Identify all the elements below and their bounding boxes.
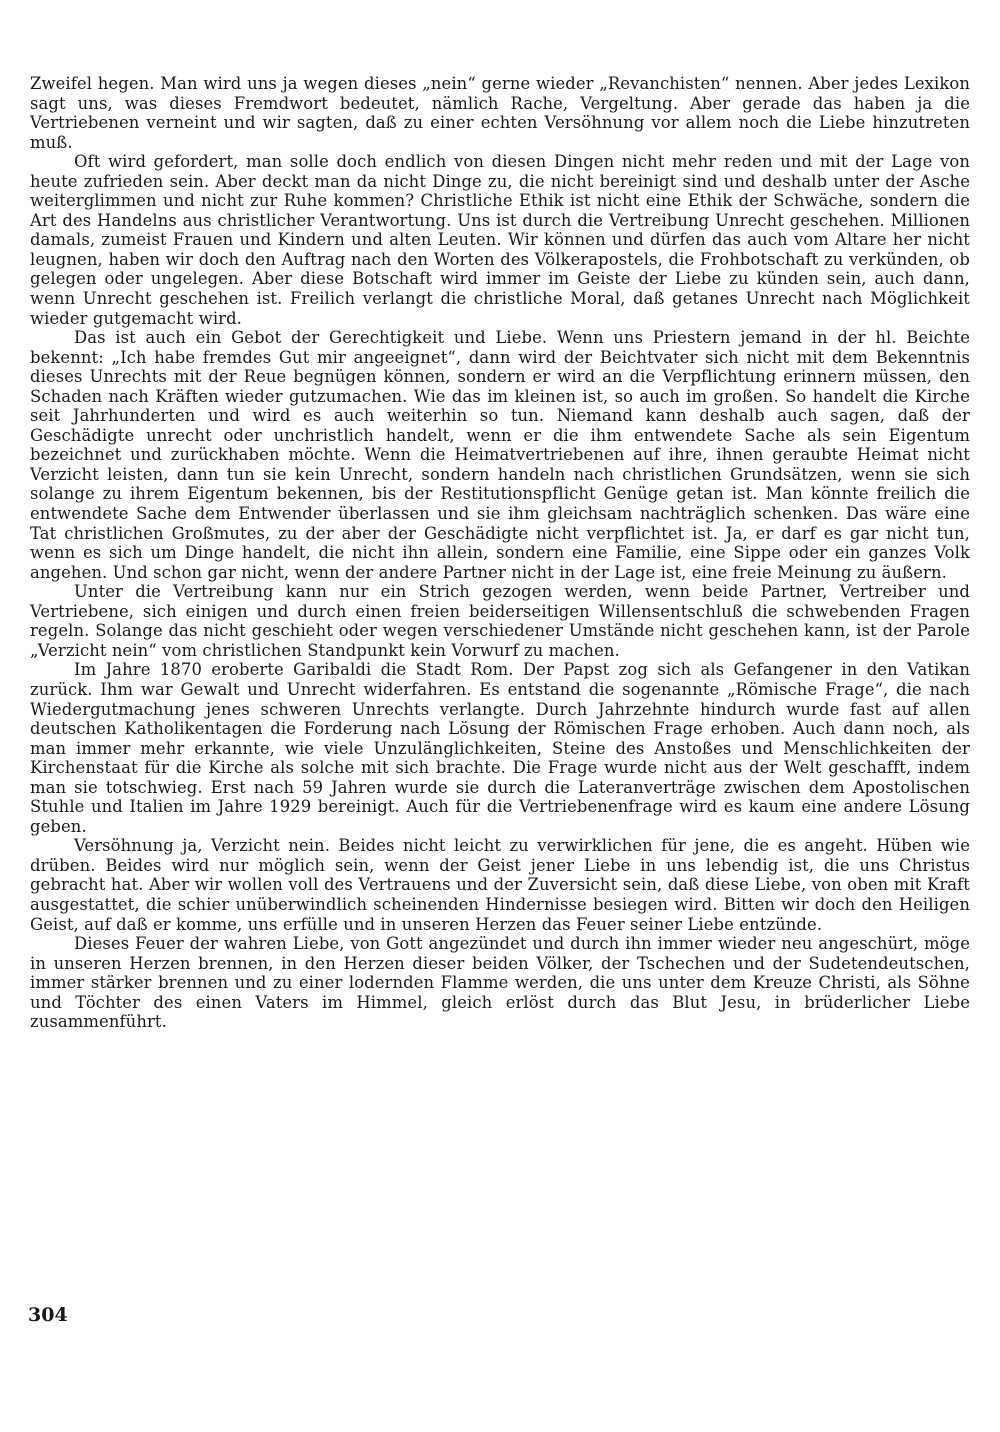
paragraph-5: Im Jahre 1870 eroberte Garibaldi die Stadt Rom. Der Papst zog sich als Gefangener in den Vatikan zurück. Ihm war Gewalt und Unrecht widerfahren. Es entstand die sogenannte „Römische Frage“, die nach Wiedergutmachung jenes schweren Unrechts verlangte. Durch Jahrzehnte hindurch wurde fast auf allen deutschen Katholikentagen die Forderung nach Lösung der Römischen Frage erhoben. Auch dann noch, als man immer mehr erkannte, wie viele Unzulänglichkeiten, Steine des Anstoßes und Menschlichkeiten der Kirchenstaat für die Kirche als solche mit sich brachte. Die Frage wurde nicht aus der Welt geschafft, indem man sie totschwieg. Erst nach 59 Jahren wurde sie durch die Lateranverträge zwischen dem Apostolischen Stuhle und Italien im Jahre 1929 bereinigt. Auch für die Vertriebenenfrage wird es kaum eine andere Lösung geben. <box>30 660 970 836</box>
paragraph-4: Unter die Vertreibung kann nur ein Strich gezogen werden, wenn beide Partner, Vertreiber und Vertriebene, sich einigen und durch einen freien beiderseitigen Willensentschluß die schwebenden Fragen regeln. Solange das nicht geschieht oder wegen verschiedener Umstände nicht geschehen kann, ist der Parole „Verzicht nein“ vom christlichen Standpunkt kein Vorwurf zu machen. <box>30 582 970 660</box>
paragraph-7: Dieses Feuer der wahren Liebe, von Gott angezündet und durch ihn immer wieder neu angeschürt, möge in unseren Herzen brennen, in den Herzen dieser beiden Völker, der Tschechen und der Sudetendeutschen, immer stärker brennen und zu einer lodernden Flamme werden, die uns unter dem Kreuze Christi, als Söhne und Töchter des einen Vaters im Himmel, gleich erlöst durch das Blut Jesu, in brüderlicher Liebe zusammenführt. <box>30 934 970 1032</box>
paragraph-3: Das ist auch ein Gebot der Gerechtigkeit und Liebe. Wenn uns Priestern jemand in der hl. Beichte bekennt: „Ich habe fremdes Gut mir angeeignet“, dann wird der Beichtvater sich nicht mit dem Bekenntnis dieses Unrechts mit der Reue begnügen können, sondern er wird an die Verpflichtung erinnern müssen, den Schaden nach Kräften wieder gutzumachen. Wie das im kleinen ist, so auch im großen. So handelt die Kirche seit Jahrhunderten und wird es auch weiterhin so tun. Niemand kann deshalb auch sagen, daß der Geschädigte unrecht oder unchristlich handelt, wenn er die ihm entwendete Sache als sein Eigentum bezeichnet und zurückhaben möchte. Wenn die Heimatvertriebenen auf ihre, ihnen geraubte Heimat nicht Verzicht leisten, dann tun sie kein Unrecht, sondern handeln nach christlichen Grundsätzen, wenn sie sich solange zu ihrem Eigentum bekennen, bis der Restitutionspflicht Genüge getan ist. Man könnte freilich die entwendete Sache dem Entwender überlassen und sie ihm gleichsam nachträglich schenken. Das wäre eine Tat christlichen Großmutes, zu der aber der Geschädigte nicht verpflichtet ist. Ja, er darf es gar nicht tun, wenn es sich um Dinge handelt, die nicht ihn allein, sondern eine Familie, eine Sippe oder ein ganzes Volk angehen. Und schon gar nicht, wenn der andere Partner nicht in der Lage ist, eine freie Meinung zu äußern. <box>30 328 970 582</box>
page-body <box>30 74 970 1032</box>
paragraph-1: Zweifel hegen. Man wird uns ja wegen dieses „nein“ gerne wieder „Revanchisten“ nennen. Aber jedes Lexikon sagt uns, was dieses Fremdwort bedeutet, nämlich Rache, Vergeltung. Aber gerade das haben ja die Vertriebenen verneint und wir sagten, daß zu einer echten Versöhnung vor allem noch die Liebe hinzutreten muß. <box>30 74 970 152</box>
paragraph-2: Oft wird gefordert, man solle doch endlich von diesen Dingen nicht mehr reden und mit der Lage von heute zufrieden sein. Aber deckt man da nicht Dinge zu, die nicht bereinigt sind und deshalb unter der Asche weiterglimmen und nicht zur Ruhe kommen? Christliche Ethik ist nicht eine Ethik der Schwäche, sondern die Art des Handelns aus christlicher Verantwortung. Uns ist durch die Vertreibung Unrecht geschehen. Millionen damals, zumeist Frauen und Kindern und alten Leuten. Wir können und dürfen das auch vom Altare her nicht leugnen, haben wir doch den Auftrag nach den Worten des Völkerapostels, die Frohbotschaft zu verkünden, ob gelegen oder ungelegen. Aber diese Botschaft wird immer im Geiste der Liebe zu künden sein, auch dann, wenn Unrecht geschehen ist. Freilich verlangt die christliche Moral, daß getanes Unrecht nach Möglichkeit wieder gutgemacht wird. <box>30 152 970 328</box>
page-number: 304 <box>28 1304 68 1326</box>
paragraph-6: Versöhnung ja, Verzicht nein. Beides nicht leicht zu verwirklichen für jene, die es angeht. Hüben wie drüben. Beides wird nur möglich sein, wenn der Geist jener Liebe in uns lebendig ist, die uns Christus gebracht hat. Aber wir wollen voll des Vertrauens und der Zuversicht sein, daß diese Liebe, von oben mit Kraft ausgestattet, die schier unüberwindlich scheinenden Hindernisse besiegen wird. Bitten wir doch den Heiligen Geist, auf daß er komme, uns erfülle und in unseren Herzen das Feuer seiner Liebe entzünde. <box>30 836 970 934</box>
